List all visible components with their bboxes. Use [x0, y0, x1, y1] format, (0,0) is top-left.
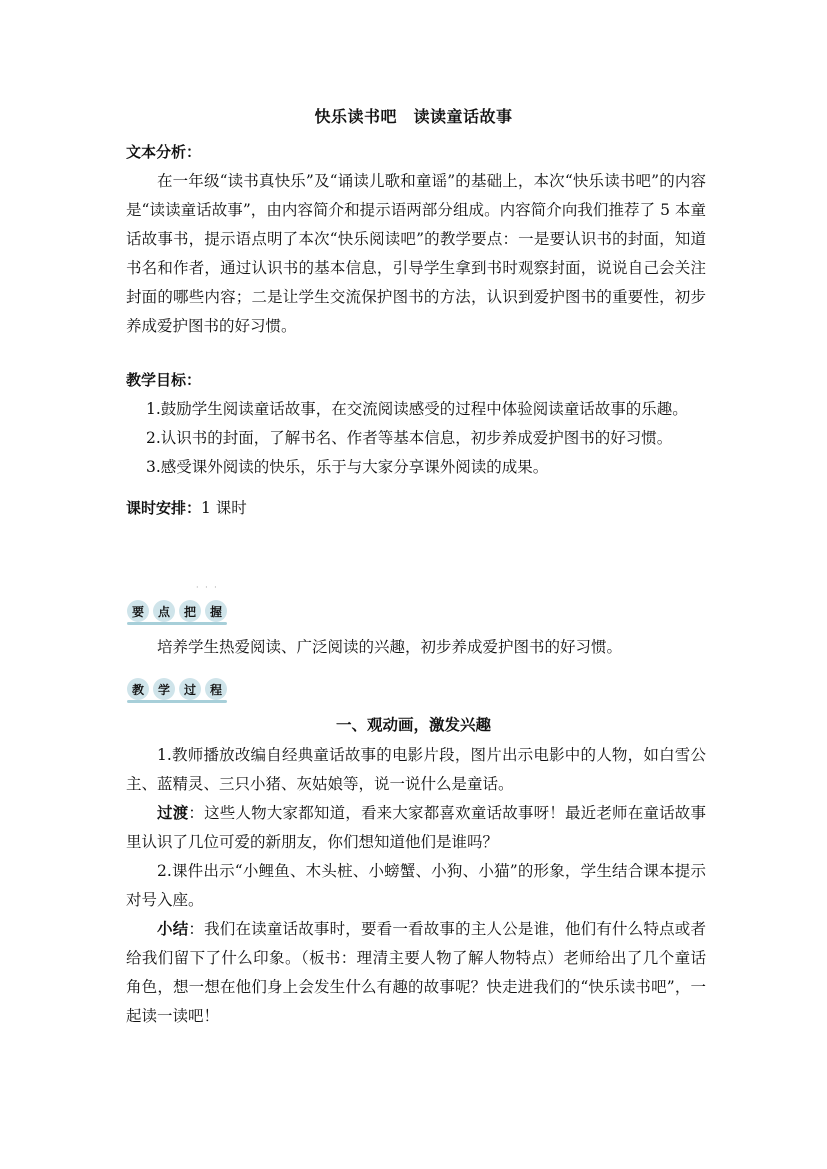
schedule-value: 1 课时 [201, 499, 247, 517]
transition-paragraph [126, 799, 706, 857]
badge-underline [127, 700, 227, 703]
badge-underline [127, 622, 227, 625]
badge-char: 握 [205, 600, 227, 622]
teaching-goals-section [126, 366, 706, 482]
text-analysis-section [126, 138, 706, 341]
summary-text: ：我们在读童话故事时，要看一看故事的主人公是谁，他们有什么特点或者给我们留下了什么印象。（板书：理清主要人物了解人物特点）老师给出了几个童话角色，想一想在他们身上会发生什么有趣的故事呢？快走进我们的“快乐读书吧”，一起读一读吧！ [126, 920, 706, 1025]
key-points-text-block [126, 633, 706, 662]
badge-char: 把 [179, 600, 201, 622]
badge-char: 程 [205, 678, 227, 700]
badge-char: 点 [153, 600, 175, 622]
text-analysis-heading: 文本分析： [126, 143, 202, 161]
badge-char: 学 [153, 678, 175, 700]
section-title: 一、观动画，激发兴趣 [335, 716, 491, 734]
summary-paragraph [126, 915, 706, 1031]
transition-text: ：这些人物大家都知道，看来大家都喜欢童话故事呀！最近老师在童话故事里认识了几位可爱的新朋友，你们想知道他们是谁吗？ [126, 804, 706, 851]
key-points-badge [127, 600, 227, 622]
badge-char: 过 [179, 678, 201, 700]
transition-label: 过渡 [157, 804, 189, 822]
process-step-1: 1.教师播放改编自经典童话故事的电影片段，图片出示电影中的人物，如白雪公主、蓝精灵、三只小猪、灰姑娘等，说一说什么是童话。 [126, 746, 706, 793]
goal-item-3: 3.感受课外阅读的快乐，乐于与大家分享课外阅读的成果。 [146, 458, 549, 476]
schedule-line [126, 494, 706, 523]
teaching-goals-heading: 教学目标： [126, 371, 202, 389]
teaching-process-badge [127, 678, 227, 700]
process-step-2: 2.课件出示“小鲤鱼、木头桩、小螃蟹、小狗、小猫”的形象，学生结合课本提示对号入座。 [126, 862, 706, 909]
schedule-label: 课时安排： [126, 499, 202, 517]
goal-item-1: 1.鼓励学生阅读童话故事，在交流阅读感受的过程中体验阅读童话故事的乐趣。 [146, 400, 688, 418]
text-analysis-paragraph: 在一年级“读书真快乐”及“诵读儿歌和童谣”的基础上，本次“快乐读书吧”的内容是“读读童话故事”，由内容简介和提示语两部分组成。内容简介向我们推荐了 5 本童话故事书，提示语点明了本次“快乐阅读吧”的教学要点：一是要认识书的封面，知道书名和作者，通过认识书的基本信息，引导学生拿到书时观察封面，说说自己会关注封面的哪些内容；二是让学生交流保护图书的方法，认识到爱护图书的重要性，初步养成爱护图书的好习惯。 [126, 172, 706, 335]
goal-item-2: 2.认识书的封面，了解书名、作者等基本信息，初步养成爱护图书的好习惯。 [146, 429, 673, 447]
decorative-dots: · · · [196, 583, 219, 592]
badge-char: 要 [127, 600, 149, 622]
page-title: 快乐读书吧 读读童话故事 [314, 107, 513, 126]
summary-label: 小结 [157, 920, 189, 938]
key-points-text: 培养学生热爱阅读、广泛阅读的兴趣，初步养成爱护图书的好习惯。 [157, 638, 623, 656]
teaching-process-body [126, 741, 706, 1031]
badge-char: 教 [127, 678, 149, 700]
